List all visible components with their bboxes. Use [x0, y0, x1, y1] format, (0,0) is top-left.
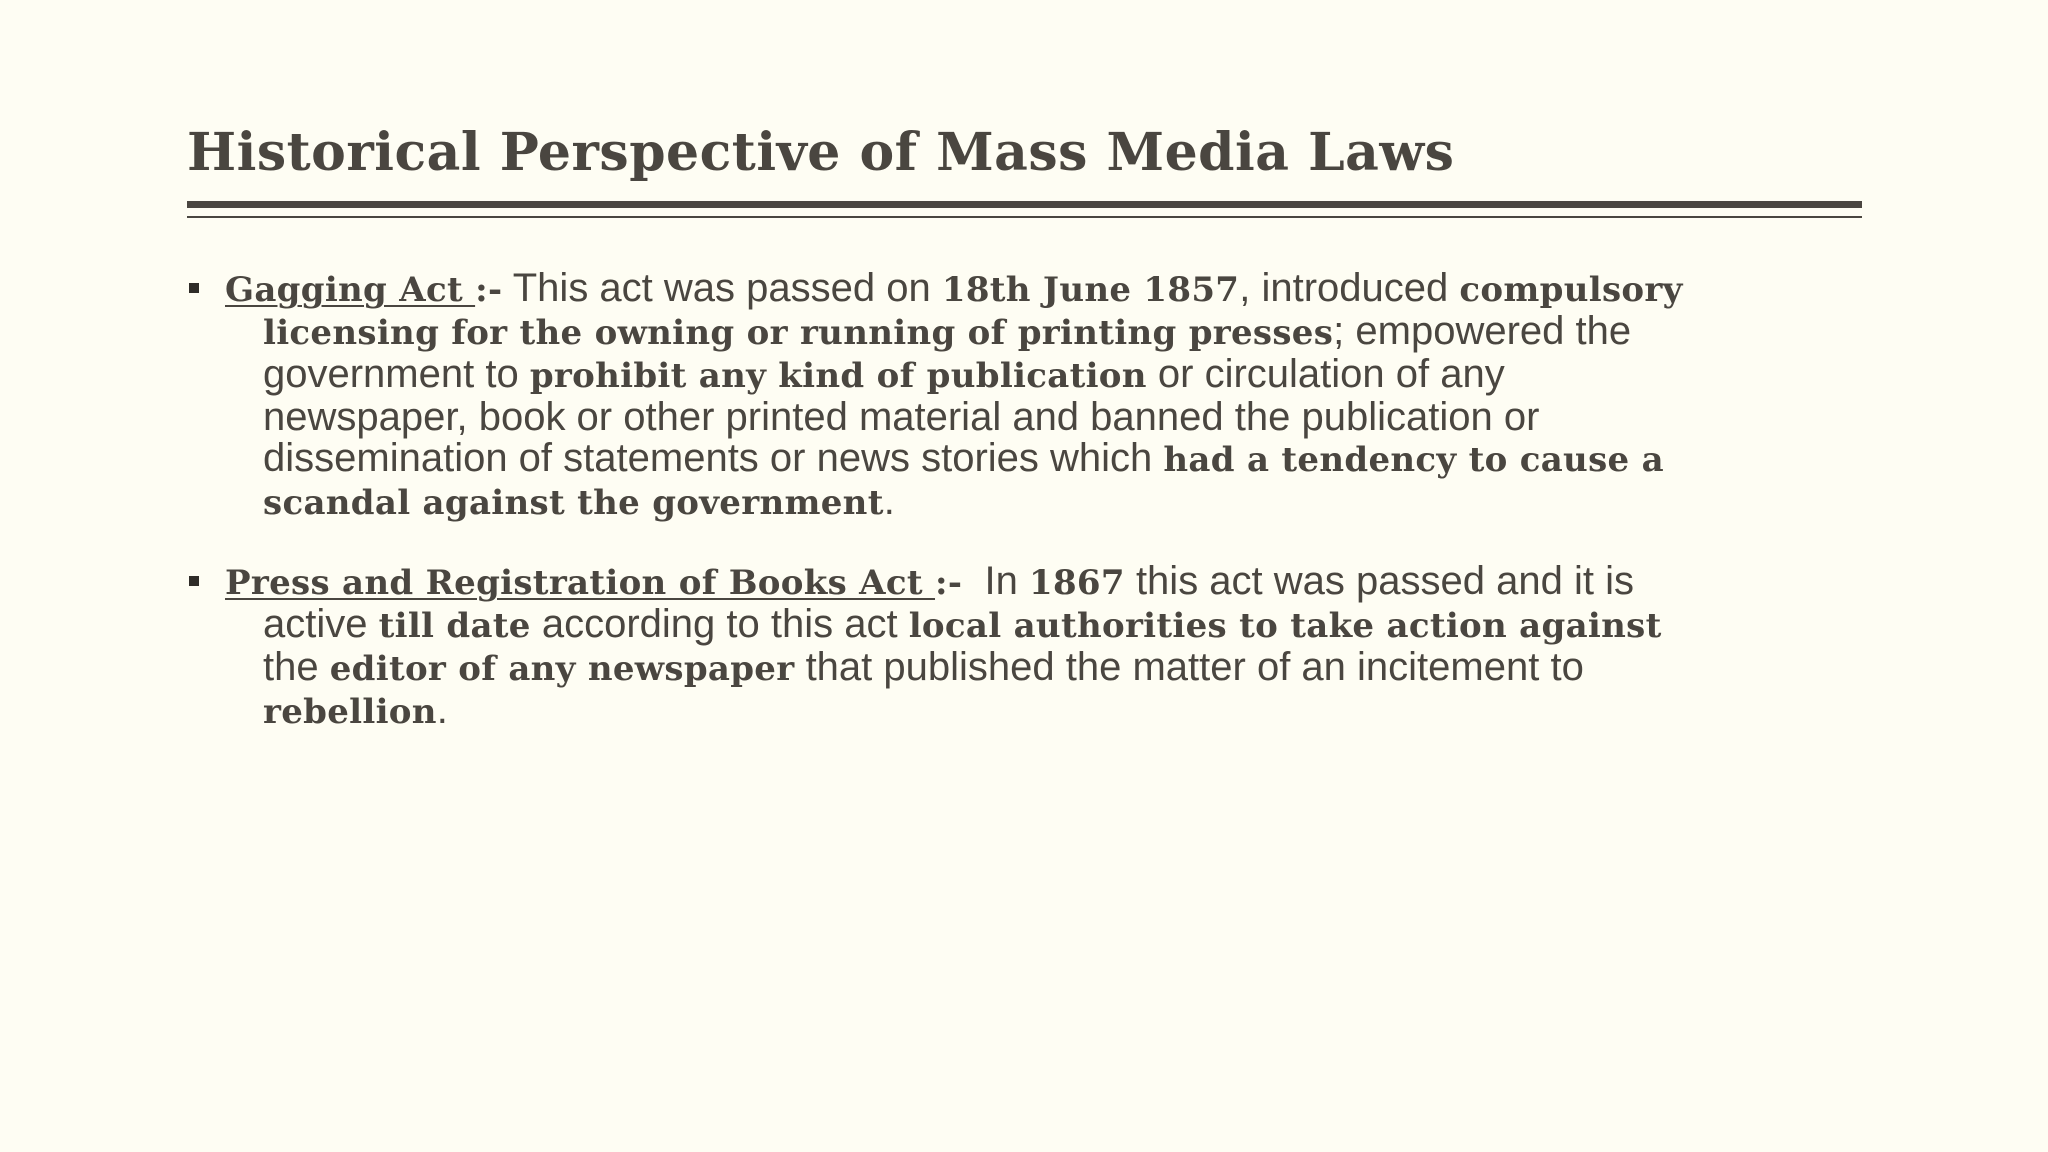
bullet-square-icon [189, 283, 199, 293]
text-line [225, 268, 1877, 311]
text-line [263, 397, 1877, 438]
body-text: government to [263, 352, 530, 396]
body-text: newspaper, book or other printed material and banned the publication or [263, 395, 1540, 439]
bold-text: prohibit any kind of publication [529, 356, 1147, 396]
bullet-heading: Gagging Act [225, 270, 476, 310]
body-text: . [436, 688, 448, 732]
body-text: this act was passed and it is [1124, 559, 1634, 603]
body-text: ; empowered the [1333, 309, 1632, 353]
bold-text: editor of any newspaper [329, 649, 795, 689]
body-text: that published the matter of an incitement to [794, 645, 1584, 689]
heading-separator: :- [935, 563, 963, 603]
bullet-point [187, 268, 1877, 524]
text-line [263, 481, 1877, 524]
bold-text: rebellion [263, 692, 437, 732]
slide-title: Historical Perspective of Mass Media Laws [187, 122, 1455, 183]
bullet-square-icon [189, 576, 199, 586]
title-rule-thick [187, 201, 1862, 208]
body-text: dissemination of statements or news stories which [263, 436, 1164, 480]
bold-text: compulsory [1459, 270, 1683, 310]
bold-text: 18th June 1857 [941, 270, 1240, 310]
bold-text: scandal against the government [263, 483, 884, 523]
bold-text: 1867 [1028, 563, 1125, 603]
body-text: . [883, 479, 895, 523]
body-text: This act was passed on [502, 266, 942, 310]
body-text: the [263, 645, 330, 689]
bold-text: licensing for the owning or running of printing presses [263, 313, 1334, 353]
text-line [263, 311, 1877, 354]
bullet-point [187, 561, 1877, 733]
body-text: or circulation of any [1146, 352, 1505, 396]
text-line [263, 690, 1877, 733]
body-text: according to this act [530, 602, 909, 646]
body-text: In [962, 559, 1029, 603]
body-text: , introduced [1239, 266, 1460, 310]
text-line [263, 647, 1877, 690]
bold-text: had a tendency to cause a [1163, 440, 1664, 480]
body-text: active [263, 602, 379, 646]
text-line [263, 604, 1877, 647]
bold-text: till date [378, 606, 531, 646]
text-line [225, 561, 1877, 604]
text-line [263, 354, 1877, 397]
bullet-heading: Press and Registration of Books Act [225, 563, 936, 603]
title-rule-thin [187, 216, 1862, 218]
bold-text: local authorities to take action against [908, 606, 1662, 646]
heading-separator: :- [475, 270, 503, 310]
text-line [263, 438, 1877, 481]
slide-content [187, 268, 1877, 770]
